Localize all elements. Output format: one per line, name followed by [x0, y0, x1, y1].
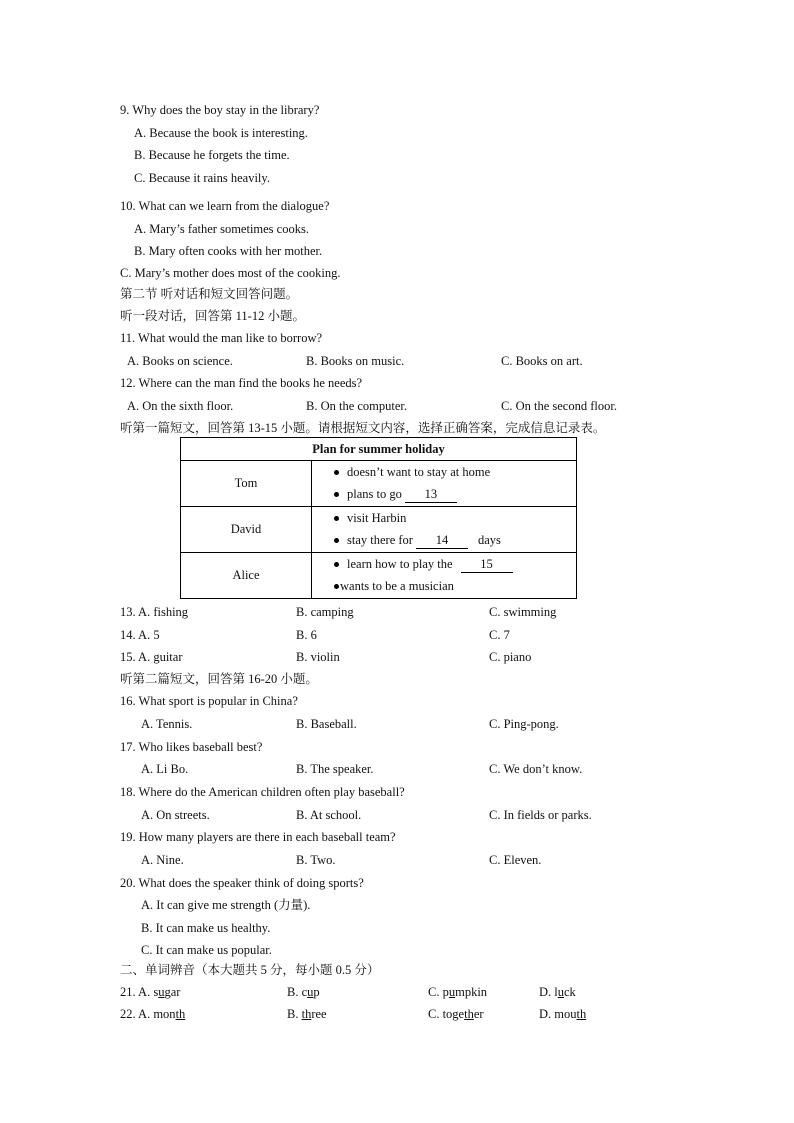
question-9-option-b: B. Because he forgets the time.	[134, 148, 290, 162]
question-13-option-a: 13. A. fishing	[120, 605, 189, 619]
question-13-option-b: B. camping	[296, 605, 354, 619]
question-17-option-a: A. Li Bo.	[141, 762, 189, 776]
question-21-option-d: D. luck	[539, 985, 576, 999]
passage-2-intro: 听第二篇短文，回答第 16-20 小题。	[120, 672, 318, 686]
question-19-option-b: B. Two.	[296, 853, 336, 867]
bullet-icon	[334, 562, 339, 567]
section-2-heading: 第二节 听对话和短文回答问题。	[120, 287, 299, 301]
question-12-option-c: C. On the second floor.	[501, 399, 617, 413]
question-20-option-c: C. It can make us popular.	[141, 943, 272, 957]
question-15-option-c: C. piano	[489, 650, 532, 664]
table-title: Plan for summer holiday	[181, 438, 577, 461]
row-name: David	[181, 507, 312, 553]
question-14-option-a: 14. A. 5	[120, 628, 160, 642]
bullet-icon	[334, 516, 339, 521]
question-21-option-c: C. pumpkin	[428, 985, 488, 999]
list-item: visit Harbin	[334, 508, 576, 530]
question-19-option-c: C. Eleven.	[489, 853, 542, 867]
question-9-stem: 9. Why does the boy stay in the library?	[120, 103, 320, 117]
bullet-icon	[334, 538, 339, 543]
question-11-option-c: C. Books on art.	[501, 354, 583, 368]
passage-1-intro: 听第一篇短文，回答第 13-15 小题。请根据短文内容，选择正确答案，完成信息记录表。	[120, 421, 606, 435]
question-11-option-a: A. Books on science.	[127, 354, 233, 368]
question-14-option-c: C. 7	[489, 628, 510, 642]
part-2-heading: 二、单词辨音（本大题共 5 分，每小题 0.5 分）	[120, 963, 380, 977]
row-name: Alice	[181, 553, 312, 599]
question-10-stem: 10. What can we learn from the dialogue?	[120, 199, 330, 213]
question-16-option-a: A. Tennis.	[141, 717, 193, 731]
question-10-option-b: B. Mary often cooks with her mother.	[134, 244, 323, 258]
question-15-option-b: B. violin	[296, 650, 340, 664]
question-17-option-b: B. The speaker.	[296, 762, 374, 776]
question-21-option-a: 21. A. sugar	[120, 985, 181, 999]
question-22-option-c: C. together	[428, 1007, 484, 1021]
question-17-option-c: C. We don’t know.	[489, 762, 583, 776]
row-items	[312, 507, 577, 553]
blank-15: 15	[461, 557, 513, 573]
blank-14: 14	[416, 533, 468, 549]
question-16-option-b: B. Baseball.	[296, 717, 357, 731]
dialogue-intro: 听一段对话，回答第 11-12 小题。	[120, 309, 305, 323]
question-22-option-b: B. three	[287, 1007, 327, 1021]
question-12-option-b: B. On the computer.	[306, 399, 408, 413]
summer-plan-table	[180, 437, 577, 599]
question-9-option-a: A. Because the book is interesting.	[134, 126, 308, 140]
question-10-option-c: C. Mary’s mother does most of the cooking.	[120, 266, 341, 280]
bullet-icon	[334, 584, 339, 589]
bullet-icon	[334, 470, 339, 475]
question-20-stem: 20. What does the speaker think of doing sports?	[120, 876, 364, 890]
table-row	[181, 553, 577, 599]
row-items	[312, 461, 577, 507]
list-item: plans to go 13	[334, 484, 576, 506]
question-10-option-a: A. Mary’s father sometimes cooks.	[134, 222, 309, 236]
question-21-option-b: B. cup	[287, 985, 320, 999]
row-items	[312, 553, 577, 599]
question-22-option-d: D. mouth	[539, 1007, 587, 1021]
question-19-option-a: A. Nine.	[141, 853, 184, 867]
question-11-option-b: B. Books on music.	[306, 354, 405, 368]
blank-13: 13	[405, 487, 457, 503]
question-17-stem: 17. Who likes baseball best?	[120, 740, 263, 754]
question-11-stem: 11. What would the man like to borrow?	[120, 331, 323, 345]
question-14-option-b: B. 6	[296, 628, 317, 642]
table-row	[181, 507, 577, 553]
question-16-option-c: C. Ping-pong.	[489, 717, 559, 731]
question-18-option-a: A. On streets.	[141, 808, 210, 822]
question-13-option-c: C. swimming	[489, 605, 557, 619]
bullet-icon	[334, 492, 339, 497]
table-row	[181, 461, 577, 507]
question-18-stem: 18. Where do the American children often play baseball?	[120, 785, 405, 799]
question-12-stem: 12. Where can the man find the books he needs?	[120, 376, 363, 390]
list-item: stay there for 14 days	[334, 530, 576, 552]
list-item: wants to be a musician	[334, 576, 576, 598]
question-22-option-a: 22. A. month	[120, 1007, 186, 1021]
question-16-stem: 16. What sport is popular in China?	[120, 694, 298, 708]
question-15-option-a: 15. A. guitar	[120, 650, 183, 664]
list-item: doesn’t want to stay at home	[334, 462, 576, 484]
question-9-option-c: C. Because it rains heavily.	[134, 171, 270, 185]
row-name: Tom	[181, 461, 312, 507]
question-18-option-c: C. In fields or parks.	[489, 808, 592, 822]
question-20-option-b: B. It can make us healthy.	[141, 921, 271, 935]
question-18-option-b: B. At school.	[296, 808, 362, 822]
list-item: learn how to play the 15	[334, 554, 576, 576]
question-20-option-a: A. It can give me strength (力量).	[141, 898, 311, 912]
question-19-stem: 19. How many players are there in each baseball team?	[120, 830, 396, 844]
question-12-option-a: A. On the sixth floor.	[127, 399, 234, 413]
